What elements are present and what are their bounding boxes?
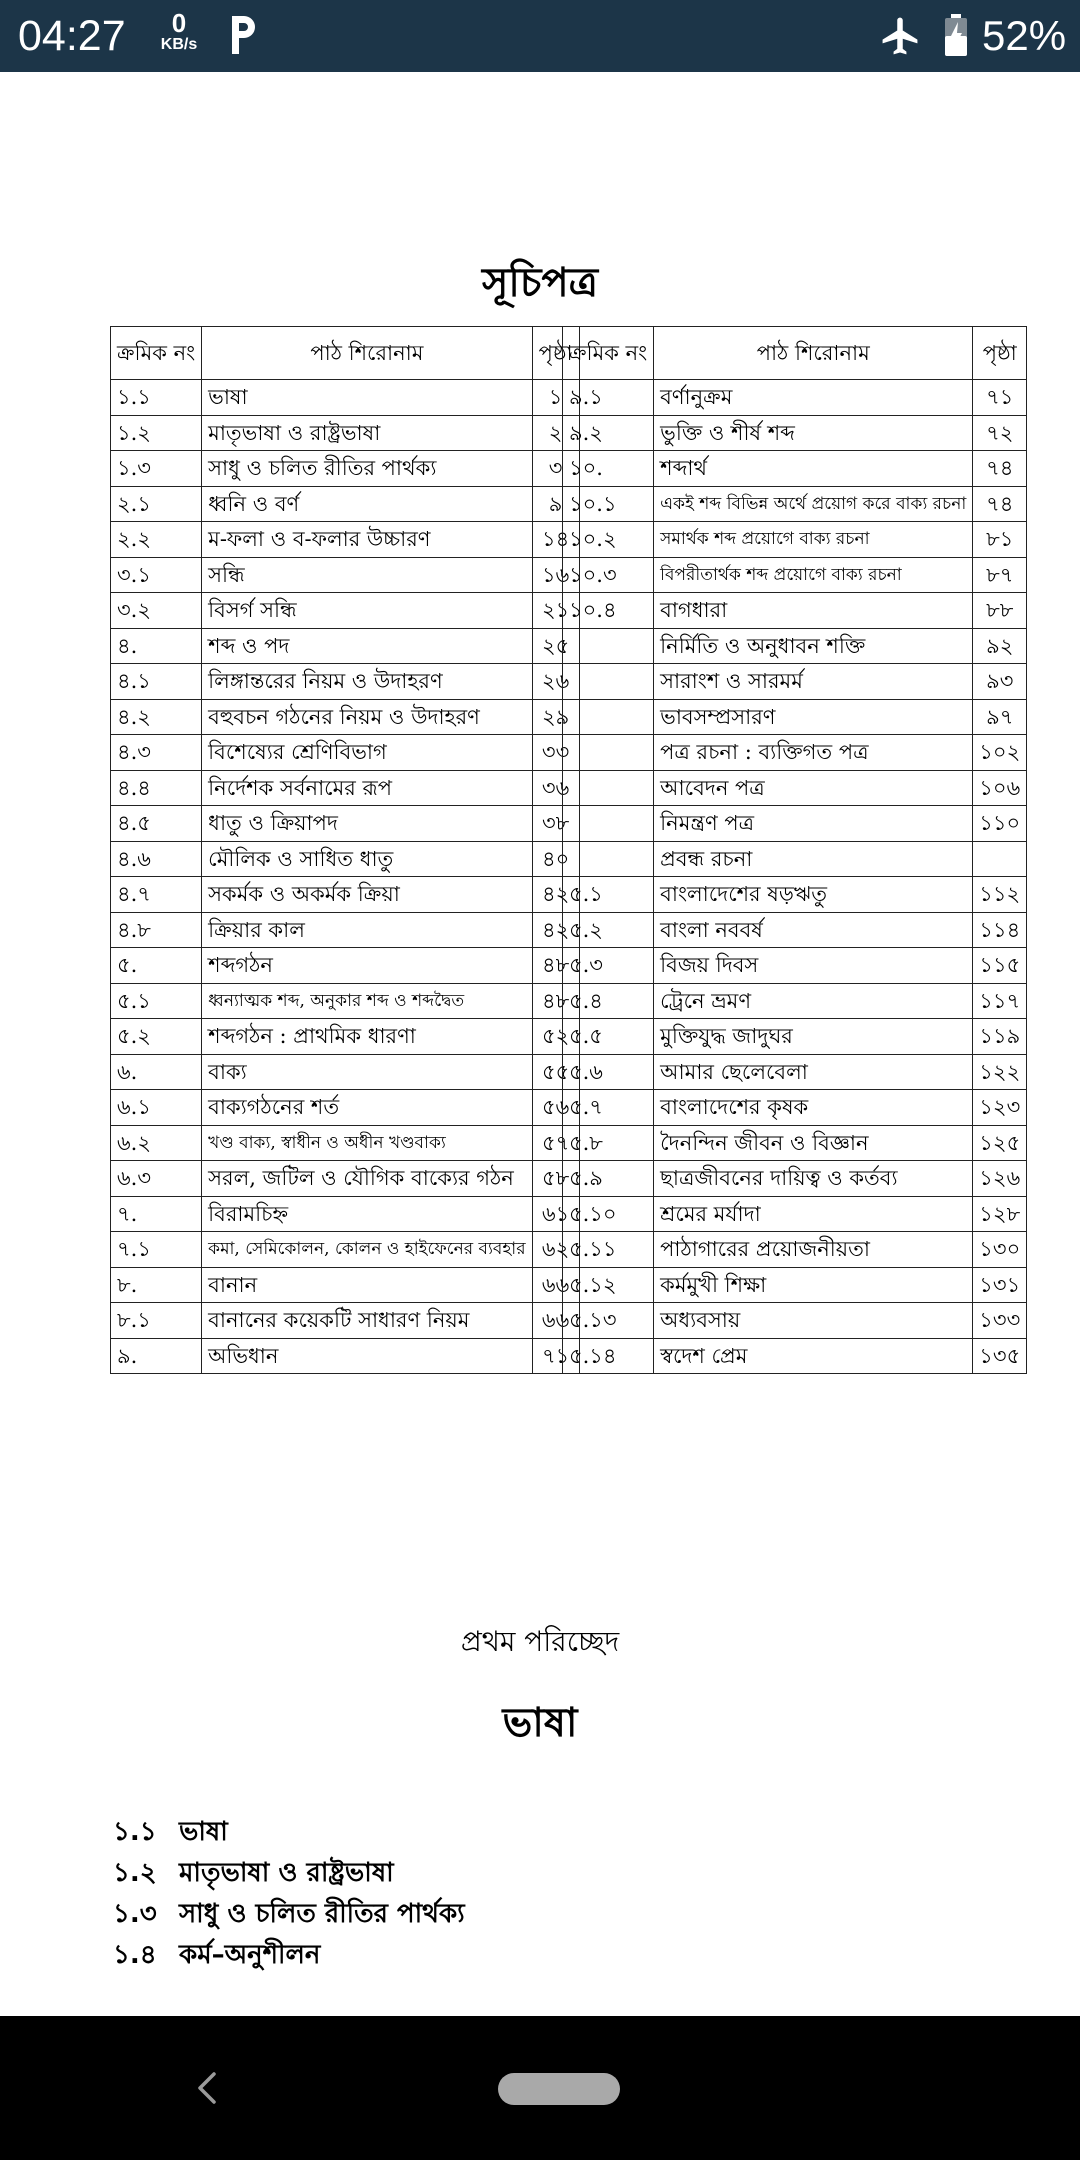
toc-row [563, 486, 1027, 522]
toc-page: ৫৬ [532, 1090, 579, 1126]
toc-page: ৪৮ [532, 983, 579, 1019]
toc-serial: ৫.৮ [563, 1125, 654, 1161]
toc-lesson-title: সারাংশ ও সারমর্ম [654, 664, 973, 700]
list-item-number: ১.২ [113, 1858, 157, 1888]
toc-table-left [110, 326, 580, 1374]
toc-lesson-title: বানান [202, 1267, 532, 1303]
toc-serial: ১০.২ [563, 522, 654, 558]
toc-serial [563, 841, 654, 877]
toc-row [563, 770, 1027, 806]
toc-lesson-title: শব্দগঠন [202, 948, 532, 984]
toc-row [563, 1090, 1027, 1126]
toc-row [111, 983, 580, 1019]
toc-lesson-title: খণ্ড বাক্য, স্বাধীন ও অধীন খণ্ডবাক্য [202, 1125, 532, 1161]
header-lesson: পাঠ শিরোনাম [654, 327, 973, 380]
toc-row [111, 1338, 580, 1374]
network-speed-unit: KB/s [160, 36, 198, 53]
toc-serial: ১.১ [111, 380, 202, 416]
toc-lesson-title: ধাতু ও ক্রিয়াপদ [202, 806, 532, 842]
toc-row [111, 1019, 580, 1055]
toc-lesson-title: মৌলিক ও সাধিত ধাতু [202, 841, 532, 877]
toc-row [111, 1196, 580, 1232]
toc-page: ২৯ [532, 699, 579, 735]
toc-serial [563, 806, 654, 842]
list-item-title: মাতৃভাষা ও রাষ্ট্রভাষা [179, 1858, 394, 1888]
toc-row [111, 1090, 580, 1126]
toc-lesson-title: ছাত্রজীবনের দায়িত্ব ও কর্তব্য [654, 1161, 973, 1197]
toc-page: ৭৪ [973, 451, 1027, 487]
toc-lesson-title: নির্দেশক সর্বনামের রূপ [202, 770, 532, 806]
toc-serial: ৫.৪ [563, 983, 654, 1019]
toc-lesson-title: বহুবচন গঠনের নিয়ম ও উদাহরণ [202, 699, 532, 735]
toc-row [111, 1303, 580, 1339]
toc-serial: ৫.২ [111, 1019, 202, 1055]
toc-page: ৭৪ [973, 486, 1027, 522]
toc-page: ২৬ [532, 664, 579, 700]
header-page: পৃষ্ঠা [973, 327, 1027, 380]
toc-lesson-title: সকর্মক ও অকর্মক ক্রিয়া [202, 877, 532, 913]
toc-page: ১০৬ [973, 770, 1027, 806]
toc-page: ১০২ [973, 735, 1027, 771]
toc-row [111, 1232, 580, 1268]
toc-row [111, 912, 580, 948]
toc-lesson-title: শব্দার্থ [654, 451, 973, 487]
toc-row [563, 806, 1027, 842]
header-serial: ক্রমিক নং [111, 327, 202, 380]
toc-lesson-title: ম-ফলা ও ব-ফলার উচ্চারণ [202, 522, 532, 558]
back-icon[interactable] [188, 2068, 228, 2108]
toc-page: ৭১ [532, 1338, 579, 1374]
toc-serial: ৩.২ [111, 593, 202, 629]
toc-serial [563, 699, 654, 735]
toc-lesson-title: সমার্থক শব্দ প্রয়োগে বাক্য রচনা [654, 522, 973, 558]
toc-lesson-title: ক্রিয়ার কাল [202, 912, 532, 948]
battery-charging-icon [944, 14, 968, 56]
toc-lesson-title: প্রবন্ধ রচনা [654, 841, 973, 877]
network-speed [155, 10, 203, 54]
airplane-icon [878, 14, 922, 58]
toc-row [111, 557, 580, 593]
toc-serial: ৫.১০ [563, 1196, 654, 1232]
toc-lesson-title: বিরামচিহ্ন [202, 1196, 532, 1232]
toc-serial: ৫.১ [563, 877, 654, 913]
toc-page: ৪৮ [532, 948, 579, 984]
toc-page: ১১০ [973, 806, 1027, 842]
toc-page: ৪০ [532, 841, 579, 877]
toc-row [111, 735, 580, 771]
toc-lesson-title: শব্দ ও পদ [202, 628, 532, 664]
toc-page: ১২৬ [973, 1161, 1027, 1197]
toc-serial: ১.৩ [111, 451, 202, 487]
toc-row [563, 1125, 1027, 1161]
toc-serial: ৯.২ [563, 415, 654, 451]
toc-serial: ৫.১৩ [563, 1303, 654, 1339]
toc-lesson-title: ভুক্তি ও শীর্ষ শব্দ [654, 415, 973, 451]
toc-lesson-title: কর্মমুখী শিক্ষা [654, 1267, 973, 1303]
toc-serial: ৪.৪ [111, 770, 202, 806]
toc-lesson-title: আমার ছেলেবেলা [654, 1054, 973, 1090]
toc-lesson-title: দৈনন্দিন জীবন ও বিজ্ঞান [654, 1125, 973, 1161]
toc-lesson-title: লিঙ্গান্তরের নিয়ম ও উদাহরণ [202, 664, 532, 700]
toc-page: ৯২ [973, 628, 1027, 664]
toc-row [563, 415, 1027, 451]
toc-row [563, 877, 1027, 913]
toc-page: ১১৪ [973, 912, 1027, 948]
toc-page: ৯ [532, 486, 579, 522]
toc-row [563, 912, 1027, 948]
toc-serial: ৮.১ [111, 1303, 202, 1339]
toc-serial: ৫.৩ [563, 948, 654, 984]
toc-page: ৫৫ [532, 1054, 579, 1090]
toc-lesson-title: বর্ণানুক্রম [654, 380, 973, 416]
toc-row [111, 1054, 580, 1090]
status-bar [0, 0, 1080, 72]
header-lesson: পাঠ শিরোনাম [202, 327, 532, 380]
toc-row [111, 451, 580, 487]
toc-row [563, 664, 1027, 700]
toc-page: ২১ [532, 593, 579, 629]
list-item-number: ১.৪ [113, 1940, 157, 1970]
list-item [113, 1935, 465, 1976]
toc-row [563, 1161, 1027, 1197]
toc-lesson-title: বিশেষ্যের শ্রেণিবিভাগ [202, 735, 532, 771]
chapter-label: প্রথম পরিচ্ছেদ [460, 1625, 620, 1658]
toc-lesson-title: শব্দগঠন : প্রাথমিক ধারণা [202, 1019, 532, 1055]
toc-row [563, 628, 1027, 664]
toc-page: ৫৭ [532, 1125, 579, 1161]
toc-page: ৪২ [532, 877, 579, 913]
toc-serial: ৪.৬ [111, 841, 202, 877]
toc-page: ১৪ [532, 522, 579, 558]
toc-serial: ১০.৪ [563, 593, 654, 629]
toc-row [563, 1303, 1027, 1339]
toc-serial: ৫.১১ [563, 1232, 654, 1268]
toc-serial: ১০.৩ [563, 557, 654, 593]
toc-serial: ৪. [111, 628, 202, 664]
toc-page: ৭২ [973, 415, 1027, 451]
toc-lesson-title: বিজয় দিবস [654, 948, 973, 984]
toc-page [973, 841, 1027, 877]
toc-lesson-title: ধ্বনি ও বর্ণ [202, 486, 532, 522]
toc-lesson-title: ধ্বন্যাত্মক শব্দ, অনুকার শব্দ ও শব্দদ্বৈত [202, 983, 532, 1019]
header-page: পৃষ্ঠা [532, 327, 579, 380]
toc-page: ১৬ [532, 557, 579, 593]
toc-lesson-title: স্বদেশ প্রেম [654, 1338, 973, 1374]
toc-serial: ৫.৫ [563, 1019, 654, 1055]
toc-serial: ১০.১ [563, 486, 654, 522]
toc-lesson-title: কমা, সেমিকোলন, কোলন ও হাইফেনের ব্যবহার [202, 1232, 532, 1268]
list-item [113, 1894, 465, 1935]
header-serial: ক্রমিক নং [563, 327, 654, 380]
toc-row [111, 486, 580, 522]
toc-serial: ২.১ [111, 486, 202, 522]
toc-lesson-title: বাক্যগঠনের শর্ত [202, 1090, 532, 1126]
toc-serial: ৫. [111, 948, 202, 984]
page-title: সূচিপত্র [482, 260, 598, 306]
toc-lesson-title: সরল, জটিল ও যৌগিক বাক্যের গঠন [202, 1161, 532, 1197]
toc-lesson-title: মুক্তিযুদ্ধ জাদুঘর [654, 1019, 973, 1055]
toc-page: ২ [532, 415, 579, 451]
toc-row [563, 522, 1027, 558]
toc-serial [563, 770, 654, 806]
toc-lesson-title: বাগধারা [654, 593, 973, 629]
toc-page: ৮৭ [973, 557, 1027, 593]
toc-serial: ৫.১ [111, 983, 202, 1019]
toc-serial: ৫.২ [563, 912, 654, 948]
toc-lesson-title: পত্র রচনা : ব্যক্তিগত পত্র [654, 735, 973, 771]
toc-row [111, 664, 580, 700]
toc-lesson-title: সন্ধি [202, 557, 532, 593]
status-time: 04:27 [18, 12, 126, 60]
toc-row [111, 380, 580, 416]
toc-lesson-title: আবেদন পত্র [654, 770, 973, 806]
toc-row [111, 770, 580, 806]
toc-lesson-title: ট্রেনে ভ্রমণ [654, 983, 973, 1019]
toc-lesson-title: নির্মিতি ও অনুধাবন শক্তি [654, 628, 973, 664]
toc-serial: ৪.৭ [111, 877, 202, 913]
parking-icon [226, 12, 260, 58]
toc-serial: ২.২ [111, 522, 202, 558]
toc-page: ৩ [532, 451, 579, 487]
toc-page: ১২৫ [973, 1125, 1027, 1161]
toc-page: ৬২ [532, 1232, 579, 1268]
toc-row [563, 841, 1027, 877]
toc-serial: ৬.২ [111, 1125, 202, 1161]
toc-row [111, 806, 580, 842]
list-item [113, 1853, 465, 1894]
toc-row [563, 1338, 1027, 1374]
chapter-contents-list [113, 1812, 465, 1976]
toc-lesson-title: বাংলা নববর্ষ [654, 912, 973, 948]
toc-lesson-title: শ্রমের মর্যাদা [654, 1196, 973, 1232]
toc-lesson-title: বানানের কয়েকটি সাধারণ নিয়ম [202, 1303, 532, 1339]
toc-lesson-title: বাক্য [202, 1054, 532, 1090]
toc-serial: ৪.৮ [111, 912, 202, 948]
toc-serial: ৭.১ [111, 1232, 202, 1268]
toc-serial [563, 664, 654, 700]
toc-lesson-title: বিসর্গ সন্ধি [202, 593, 532, 629]
toc-row [563, 380, 1027, 416]
toc-serial: ৪.১ [111, 664, 202, 700]
toc-serial: ৫.১৪ [563, 1338, 654, 1374]
toc-page: ৬৬ [532, 1267, 579, 1303]
toc-page: ১ [532, 380, 579, 416]
toc-lesson-title: পাঠাগারের প্রয়োজনীয়তা [654, 1232, 973, 1268]
toc-lesson-title: বাংলাদেশের কৃষক [654, 1090, 973, 1126]
toc-serial: ১০. [563, 451, 654, 487]
toc-page: ১২২ [973, 1054, 1027, 1090]
toc-page: ৯৩ [973, 664, 1027, 700]
toc-row [563, 593, 1027, 629]
toc-lesson-title: সাধু ও চলিত রীতির পার্থক্য [202, 451, 532, 487]
toc-serial: ৬. [111, 1054, 202, 1090]
toc-row [563, 1267, 1027, 1303]
toc-serial: ৪.৩ [111, 735, 202, 771]
toc-serial: ৫.১২ [563, 1267, 654, 1303]
toc-row [111, 1267, 580, 1303]
toc-page: ১৩০ [973, 1232, 1027, 1268]
network-speed-value: 0 [171, 8, 187, 38]
toc-page: ১২৮ [973, 1196, 1027, 1232]
toc-row [563, 1232, 1027, 1268]
toc-lesson-title: বিপরীতার্থক শব্দ প্রয়োগে বাক্য রচনা [654, 557, 973, 593]
list-item-title: সাধু ও চলিত রীতির পার্থক্য [179, 1899, 465, 1929]
toc-lesson-title: মাতৃভাষা ও রাষ্ট্রভাষা [202, 415, 532, 451]
toc-serial: ৫.৯ [563, 1161, 654, 1197]
toc-serial: ৯. [111, 1338, 202, 1374]
toc-row [111, 415, 580, 451]
toc-serial: ৭. [111, 1196, 202, 1232]
toc-row [111, 522, 580, 558]
toc-page: ৪২ [532, 912, 579, 948]
toc-serial: ৪.২ [111, 699, 202, 735]
toc-row [563, 699, 1027, 735]
toc-page: ৩৬ [532, 770, 579, 806]
toc-page: ৬১ [532, 1196, 579, 1232]
toc-serial: ৬.১ [111, 1090, 202, 1126]
toc-page: ১১৫ [973, 948, 1027, 984]
battery-percent: 52% [982, 12, 1067, 59]
toc-page: ৩৮ [532, 806, 579, 842]
toc-header-row [111, 327, 580, 380]
toc-serial: ৫.৬ [563, 1054, 654, 1090]
toc-lesson-title: বাংলাদেশের ষড়ঋতু [654, 877, 973, 913]
chapter-title: ভাষা [502, 1700, 578, 1746]
toc-page: ১১৭ [973, 983, 1027, 1019]
toc-page: ৯৭ [973, 699, 1027, 735]
toc-row [563, 948, 1027, 984]
toc-row [563, 1019, 1027, 1055]
toc-serial: ১.২ [111, 415, 202, 451]
toc-page: ১৩১ [973, 1267, 1027, 1303]
list-item-title: ভাষা [179, 1817, 228, 1847]
home-pill-icon[interactable] [498, 2073, 620, 2105]
toc-table-right [562, 326, 1027, 1374]
toc-row [111, 1125, 580, 1161]
toc-row [563, 557, 1027, 593]
toc-row [563, 1054, 1027, 1090]
toc-serial: ৮. [111, 1267, 202, 1303]
toc-header-row [563, 327, 1027, 380]
toc-serial [563, 735, 654, 771]
toc-page: ১১৯ [973, 1019, 1027, 1055]
toc-row [111, 877, 580, 913]
toc-row [111, 948, 580, 984]
list-item-number: ১.৩ [113, 1899, 157, 1929]
toc-serial: ৯.১ [563, 380, 654, 416]
toc-row [563, 1196, 1027, 1232]
toc-row [111, 1161, 580, 1197]
toc-page: ৫২ [532, 1019, 579, 1055]
toc-lesson-title: একই শব্দ বিভিন্ন অর্থে প্রয়োগ করে বাক্য রচনা [654, 486, 973, 522]
toc-page: ৫৮ [532, 1161, 579, 1197]
toc-page: ৮৮ [973, 593, 1027, 629]
toc-row [111, 841, 580, 877]
list-item [113, 1812, 465, 1853]
toc-row [563, 983, 1027, 1019]
toc-page: ৭১ [973, 380, 1027, 416]
toc-page: ৬৬ [532, 1303, 579, 1339]
list-item-title: কর্ম–অনুশীলন [179, 1940, 321, 1970]
toc-serial: ৬.৩ [111, 1161, 202, 1197]
list-item-number: ১.১ [113, 1817, 157, 1847]
toc-page: ১৩৫ [973, 1338, 1027, 1374]
toc-lesson-title: ভাবসম্প্রসারণ [654, 699, 973, 735]
toc-lesson-title: নিমন্ত্রণ পত্র [654, 806, 973, 842]
toc-lesson-title: ভাষা [202, 380, 532, 416]
toc-lesson-title: অধ্যবসায় [654, 1303, 973, 1339]
toc-page: ১৩৩ [973, 1303, 1027, 1339]
toc-row [563, 735, 1027, 771]
toc-row [111, 628, 580, 664]
toc-row [563, 451, 1027, 487]
toc-serial [563, 628, 654, 664]
toc-page: ১১২ [973, 877, 1027, 913]
toc-lesson-title: অভিধান [202, 1338, 532, 1374]
toc-serial: ৪.৫ [111, 806, 202, 842]
toc-page: ৮১ [973, 522, 1027, 558]
toc-row [111, 699, 580, 735]
toc-page: ৩৩ [532, 735, 579, 771]
toc-row [111, 593, 580, 629]
toc-serial: ৩.১ [111, 557, 202, 593]
toc-page: ১২৩ [973, 1090, 1027, 1126]
toc-page: ২৫ [532, 628, 579, 664]
toc-serial: ৫.৭ [563, 1090, 654, 1126]
